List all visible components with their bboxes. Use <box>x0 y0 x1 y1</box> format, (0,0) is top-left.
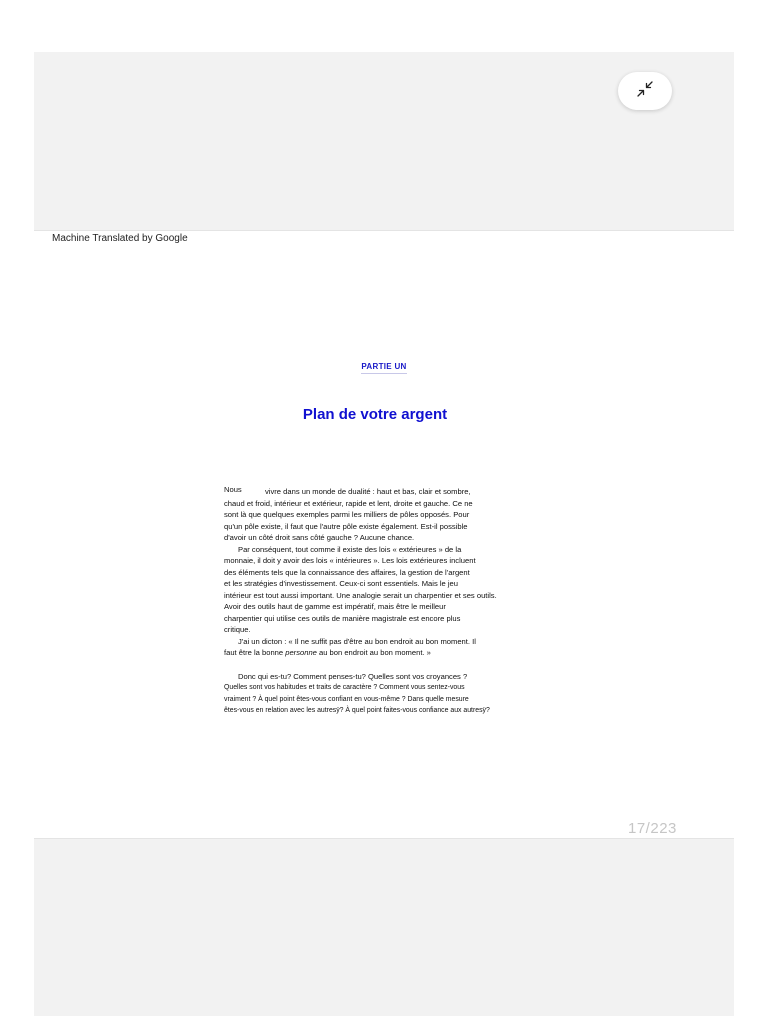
paragraph-4-line: êtes-vous en relation avec les autresÿ? À quel point faites-vous confiance aux autresÿ? <box>224 707 490 714</box>
paragraph-4-line: Quelles sont vos habitudes et traits de caractère ? Comment vous sentez-vous <box>224 684 465 691</box>
collapse-view-button[interactable] <box>618 72 672 110</box>
part-label-text: PARTIE UN <box>361 362 406 374</box>
part-label <box>0 362 768 371</box>
paragraph-4-line: Donc qui es-tu? Comment penses-tu? Quelles sont vos croyances ? <box>238 671 468 681</box>
paragraph-1-line: sont là que quelques exemples parmi les milliers de pôles opposés. Pour <box>224 510 470 519</box>
paragraph-2-line: monnaie, il doit y avoir des lois « intérieures ». Les lois extérieures incluent <box>224 556 476 565</box>
paragraph-3-line: J'ai un dicton : « Il ne suffit pas d'être au bon endroit au bon moment. Il <box>238 636 476 646</box>
paragraph-1-line: qu'un pôle existe, il faut que l'autre pôle existe également. Est-il possible <box>224 521 468 531</box>
paragraph-2-line: des éléments tels que la connaissance des affaires, la gestion de l'argent <box>224 567 470 577</box>
paragraph-1-line: chaud et froid, intérieur et extérieur, rapide et lent, droite et gauche. Ce ne <box>224 498 473 508</box>
paragraph-2-line: Avoir des outils haut de gamme est impératif, mais être le meilleur <box>224 602 446 611</box>
paragraph-1-line: Nous vivre dans un monde de dualité : haut et bas, clair et sombre, <box>224 485 471 496</box>
collapse-arrows-icon <box>637 81 653 102</box>
machine-translated-note: Machine Translated by Google <box>52 233 188 244</box>
paragraph-2-line: intérieur est tout aussi important. Une analogie serait un charpentier et ses outils. <box>224 590 497 600</box>
emphasis-word: personne <box>285 648 317 657</box>
paragraph-1-first-word: Nous <box>224 485 242 494</box>
body-text <box>224 484 584 717</box>
paragraph-2-line: Par conséquent, tout comme il existe des lois « extérieures » de la <box>238 544 462 554</box>
paragraph-2-line: critique. <box>224 625 251 634</box>
paragraph-2-line: et les stratégies d'investissement. Ceux-ci sont essentiels. Mais le jeu <box>224 579 459 588</box>
paragraph-3-line: faut être la bonne personne au bon endroit au bon moment. » <box>224 648 431 657</box>
chapter-title: Plan de votre argent <box>302 406 448 423</box>
paragraph-2-line: charpentier qui utilise ces outils de manière magistrale est encore plus <box>224 613 461 623</box>
paragraph-4-line: vraiment ? À quel point êtes-vous confiant en vous-même ? Dans quelle mesure <box>224 695 469 703</box>
paragraph-1-line: d'avoir un côté droit sans côté gauche ? Aucune chance. <box>224 533 415 542</box>
page-counter: 17/223 <box>628 820 677 837</box>
